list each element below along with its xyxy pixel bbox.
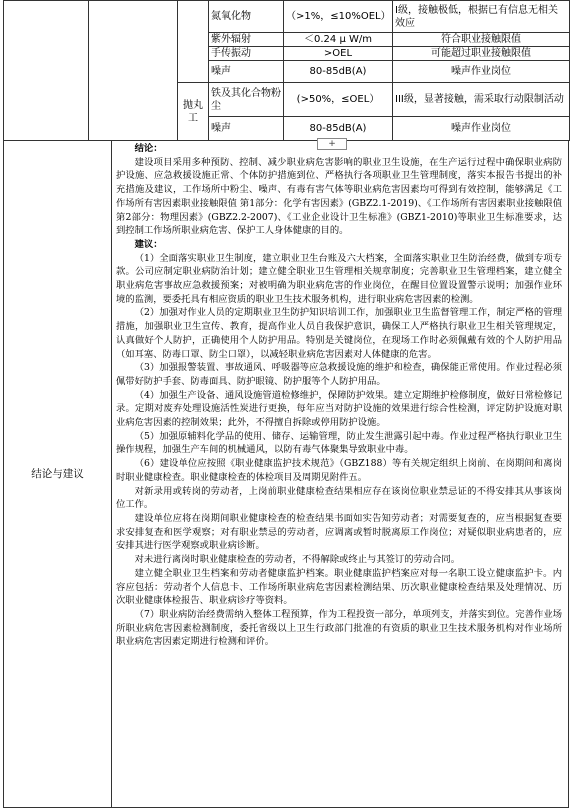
- blank-cell: [4, 1, 89, 141]
- conclusion-text: 建设项目采用多种预防、控制、减少职业病危害影响的职业卫生设施，在生产运行过程中确保职业病防护设施、应急救援设施正常、个体防护措施到位、严格执行各项职业卫生管理制度，落实本报告书提出的补充措施及建议，工作场所中粉尘、噪声、有毒有害气体等职业病危害因素均可得到有效控制，能够满足《工作场所有害因素职业接触限值 第1部分：化学有害因素》(GBZ2.1-2019)、《工作场所有害因素职业接触限值 第2部分：物理因素》(GBZ2.2-2007)、《工业企业设计卫生标准》(GBZ1-2010)等职业卫生标准要求，达到控制工作场所职业病危害、保护工人身体健康的目的。: [116, 156, 562, 237]
- measure-cell: III级，显著接触，需采取行动限制活动: [393, 83, 570, 117]
- measure-cell: 噪声作业岗位: [393, 61, 570, 83]
- suggestion-item: 对新录用或转岗的劳动者，上岗前职业健康检查结果相应存在该岗位职业禁忌证的不得安排其从事该岗位工作。: [116, 485, 562, 511]
- factor-cell: 噪声: [209, 117, 284, 141]
- suggestion-item: （4）加强生产设备、通风设施管道检修维护，保障防护效果。建立定期维护检修制度，做好日常检修记录。定期对废弃处理设施活性炭进行更换，每年应当对防护设施的效果进行综合性检测，评定防护设施对职业病危害因素的控制效果；此外，不得擅自拆除或停用防护设施。: [116, 389, 562, 429]
- expand-button[interactable]: +: [317, 138, 347, 150]
- level-cell: ＜0.24 μ W/m: [284, 33, 393, 47]
- blank-cell: [178, 1, 209, 83]
- measure-cell: 可能超过职业接触限值: [393, 47, 570, 61]
- conclusion-heading: 结论：: [134, 143, 163, 154]
- conclusion-content: [116, 142, 562, 649]
- measure-cell: 符合职业接触限值: [393, 33, 570, 47]
- factor-cell: 紫外辐射: [209, 33, 284, 47]
- hazard-table: [3, 0, 570, 141]
- suggestion-item: （3）加强报警装置、事故通风、呼吸器等应急救援设施的维护和检查，确保能正常使用。作业过程必须佩带好防护手套、防毒面具、防护眼镜、防护服等个人防护用品。: [116, 362, 562, 387]
- post-cell: 抛丸工: [178, 83, 209, 141]
- measure-cell: I级，接触极低，根据已有信息无相关效应: [393, 1, 570, 33]
- label-column: [4, 141, 112, 807]
- level-cell: （>1%，≤10%OEL）: [284, 1, 393, 33]
- level-cell: 80-85dB(A): [284, 61, 393, 83]
- suggestion-item: （2）加强对作业人员的定期职业卫生防护知识培训工作，加强职业卫生监督管理工作，制定严格的管理措施，加强职业卫生宣传、教育，提高作业人员自我保护意识，确保工人严格执行职业卫生相关管理规定，认真做好个人防护，正确使用个人防护用品。特别是关键岗位，在现场工作时必须佩戴有效的个人防护用品（如耳塞、防毒口罩、防尘口罩），以减轻职业病危害因素对人体健康的危害。: [116, 307, 562, 360]
- table-row: [4, 1, 570, 33]
- suggestion-item: 建设单位应将在岗期间职业健康检查的检查结果书面如实告知劳动者；对需要复查的，应当根据复查要求安排复查和医学观察；对有职业禁忌的劳动者，应调离或暂时脱离原工作岗位；对疑似职业病患者的，应安排其进行医学观察或职业病诊断。: [116, 512, 562, 552]
- suggestion-item: （7）职业病防治经费需纳入整体工程预算，作为工程投资一部分，单项列支，并落实到位。完善作业场所职业病危害因素检测制度，委托省级以上卫生行政部门批准的有资质的职业卫生技术服务机构对作业场所职业病危害因素定期进行检测和评价。: [116, 608, 562, 648]
- suggestion-item: （5）加强原辅料化学品的使用、储存、运输管理，防止发生泄露引起中毒。作业过程严格执行职业卫生操作规程，加强生产车间的机械通风，以防有毒气体聚集导致职业中毒。: [116, 430, 562, 456]
- factor-cell: 铁及其化合物粉尘: [209, 83, 284, 117]
- page: [3, 0, 569, 808]
- level-cell: (>50%，≤OEL）: [284, 83, 393, 117]
- suggestion-item: 对未进行离岗时职业健康检查的劳动者，不得解除或终止与其签订的劳动合同。: [134, 554, 460, 566]
- measure-cell: 噪声作业岗位: [393, 117, 570, 141]
- level-cell: 80-85dB(A): [284, 117, 393, 141]
- suggestion-item: （6）建设单位应按照《职业健康监护技术规范》（GBZ188）等有关规定组织上岗前、在岗期间和离岗时职业健康检查。职业健康检查的体检项目及周期见附件五。: [116, 458, 562, 483]
- conclusion-section: [3, 140, 569, 808]
- suggestions-heading: 建议：: [134, 238, 163, 250]
- factor-cell: 手传振动: [209, 47, 284, 61]
- level-cell: >OEL: [284, 47, 393, 61]
- blank-cell: [89, 1, 178, 141]
- suggestion-item: 建立健全职业卫生档案和劳动者健康监护档案。职业健康监护档案应对每一名职工设立健康监护卡。内容应包括：劳动者个人信息卡、工作场所职业病危害因素检测结果、历次职业健康检查结果及处理情况、历次职业健康体检报告、职业病诊疗等资料。: [116, 567, 562, 607]
- suggestion-item: （1）全面落实职业卫生制度，建立职业卫生台账及六大档案，全面落实职业卫生防治经费，做到专项专款。公司应制定职业病防治计划；建立健全职业卫生管理相关规章制度；完善职业卫生管理档案，建立健全职业病危害事故应急救援预案；对被明确为职业病危害的作业岗位，在醒目位置设置警示说明；加强作业环境的监测，要委托具有相应资质的职业卫生技术服务机构，进行职业病危害因素的检测。: [116, 252, 562, 305]
- section-label: 结论与建议: [31, 468, 84, 480]
- factor-cell: 噪声: [209, 61, 284, 83]
- factor-cell: 氮氧化物: [209, 1, 284, 33]
